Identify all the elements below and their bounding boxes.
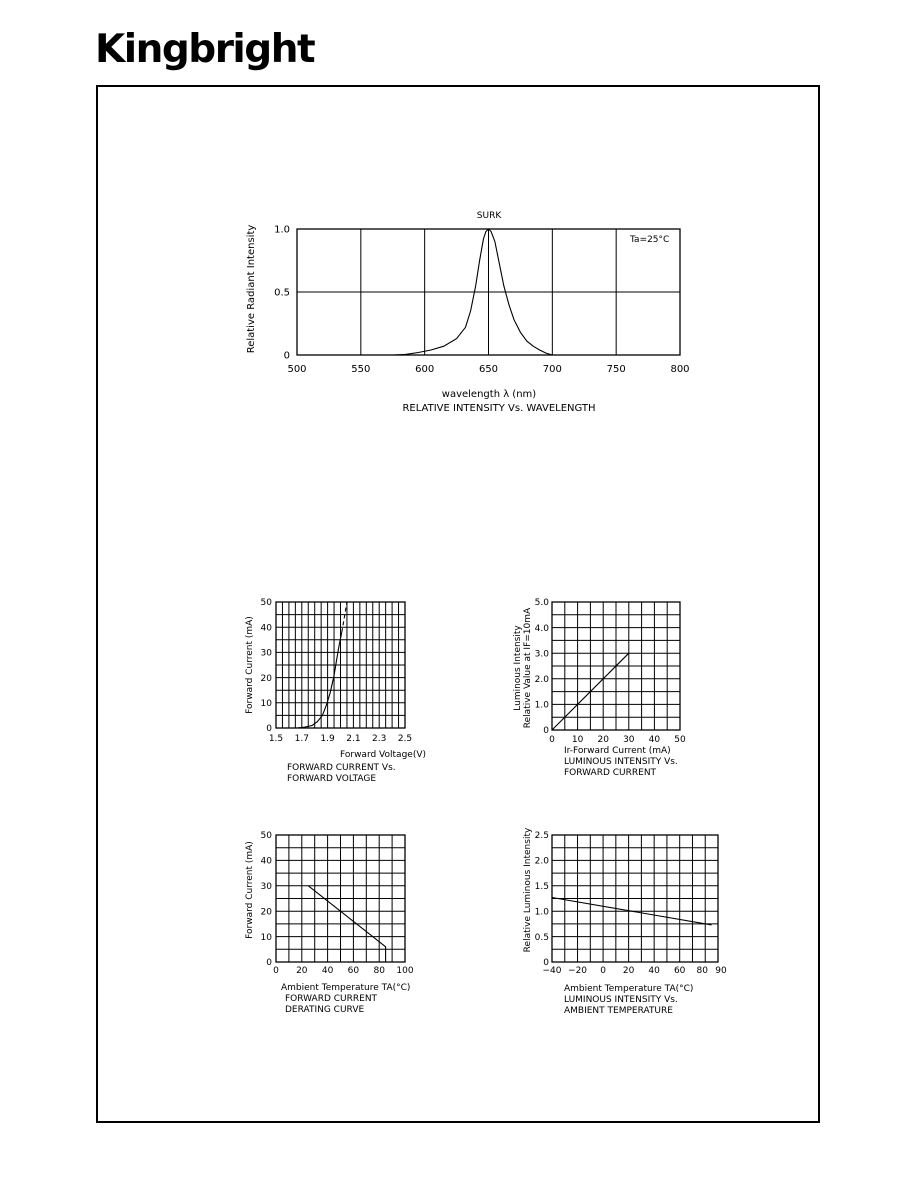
x-tick-label: 1.7 <box>294 734 309 744</box>
x-tick-label: 40 <box>321 966 334 976</box>
x-tick-label: 0 <box>549 735 555 745</box>
kingbright-logo: Kingbright <box>95 27 315 72</box>
y-tick-label: 20 <box>260 907 272 918</box>
x-tick-label: 30 <box>623 735 635 745</box>
y-tick-label: 2.5 <box>534 831 549 842</box>
x-tick-label: 550 <box>351 364 371 375</box>
chart-caption: LUMINOUS INTENSITY Vs. <box>564 995 678 1005</box>
x-tick-label: 100 <box>396 966 414 976</box>
x-axis-label: Ambient Temperature TA(°C) <box>564 984 694 994</box>
x-tick-label: 60 <box>673 966 686 976</box>
x-tick-label: 80 <box>696 966 708 976</box>
y-tick-label: 1.5 <box>534 881 549 892</box>
condition-annotation: Ta=25°C <box>630 235 670 245</box>
x-tick-label: 500 <box>287 364 307 375</box>
y-tick-label: 0.5 <box>274 287 290 299</box>
y-tick-label: 4.0 <box>534 623 549 634</box>
x-tick-label: 20 <box>296 966 308 976</box>
chart-caption: FORWARD VOLTAGE <box>287 774 377 784</box>
y-axis-label: Forward Current (mA) <box>245 841 255 939</box>
x-tick-label: 60 <box>347 966 360 976</box>
x-axis-label: Ambient Temperature TA(°C) <box>281 983 411 993</box>
chart-caption: FORWARD CURRENT Vs. <box>287 763 396 773</box>
y-tick-label: 10 <box>260 932 272 943</box>
spectrum-chart <box>246 211 690 414</box>
x-tick-label: 0 <box>273 966 279 976</box>
y-tick-label: 20 <box>260 673 272 684</box>
y-tick-label: 50 <box>260 831 272 842</box>
y-tick-label: 2.0 <box>534 674 549 685</box>
x-axis-label: wavelength λ (nm) <box>441 389 537 400</box>
x-tick-label: 1.9 <box>320 734 335 744</box>
x-tick-label: 20 <box>597 735 609 745</box>
x-tick-label: 650 <box>478 364 499 375</box>
x-tick-label: 2.5 <box>397 734 413 744</box>
y-tick-label: 40 <box>260 856 272 867</box>
y-axis-label: Relative Value at IF=10mA <box>523 607 533 729</box>
forward-current-vs-voltage-chart <box>245 598 426 784</box>
chart-caption: DERATING CURVE <box>285 1005 365 1015</box>
x-tick-label: 50 <box>674 735 686 745</box>
y-tick-label: 0.5 <box>534 932 549 943</box>
x-axis-label: Ir-Forward Current (mA) <box>564 746 671 756</box>
x-tick-label: 800 <box>670 364 690 375</box>
y-axis-label: Luminous Intensity <box>513 625 523 711</box>
x-tick-label: 2.3 <box>372 734 387 744</box>
chart-caption: RELATIVE INTENSITY Vs. WAVELENGTH <box>402 403 596 414</box>
chart-caption: AMBIENT TEMPERATURE <box>564 1006 673 1016</box>
current-derating-chart <box>245 831 414 1015</box>
luminous-intensity-vs-current-chart <box>513 598 686 778</box>
y-tick-label: 1.0 <box>534 907 549 918</box>
y-tick-label: 1.0 <box>274 224 290 236</box>
y-tick-label: 3.0 <box>534 649 549 660</box>
y-tick-label: 0 <box>266 958 272 969</box>
x-tick-label: 0 <box>600 966 606 976</box>
x-tick-label: 80 <box>373 966 385 976</box>
y-tick-label: 10 <box>260 698 272 709</box>
chart-title: SURK <box>476 211 502 221</box>
x-tick-label: 40 <box>648 735 661 745</box>
y-tick-label: 0 <box>266 724 272 735</box>
y-axis-label: Forward Current (mA) <box>245 616 255 714</box>
x-tick-label: 20 <box>622 966 635 976</box>
y-tick-label: 50 <box>260 598 272 609</box>
y-tick-label: 1.0 <box>534 700 549 711</box>
x-tick-label: −40 <box>542 966 562 976</box>
chart-caption: FORWARD CURRENT <box>285 994 378 1004</box>
luminous-intensity-vs-temperature-chart <box>523 827 727 1016</box>
y-tick-label: 0 <box>283 350 290 362</box>
x-tick-label: 40 <box>648 966 660 976</box>
x-tick-label: 750 <box>606 364 626 375</box>
y-tick-label: 30 <box>260 881 272 892</box>
x-axis-label: Forward Voltage(V) <box>340 750 426 760</box>
chart-caption: LUMINOUS INTENSITY Vs. <box>564 757 678 767</box>
x-tick-label: 10 <box>571 735 584 745</box>
x-tick-label: 700 <box>542 364 562 375</box>
y-tick-label: 2.0 <box>534 856 549 867</box>
series-line <box>297 632 342 728</box>
y-tick-label: 5.0 <box>534 598 549 609</box>
y-tick-label: 0 <box>543 958 549 969</box>
y-tick-label: 40 <box>260 623 272 634</box>
y-tick-label: 0 <box>543 726 549 737</box>
x-tick-label: 2.1 <box>346 734 361 744</box>
y-axis-label: Relative Luminous Intensity <box>523 827 533 953</box>
x-tick-label: 90 <box>715 966 727 976</box>
y-axis-label: Relative Radiant Intensity <box>246 224 257 354</box>
chart-caption: FORWARD CURRENT <box>564 768 657 778</box>
y-tick-label: 30 <box>260 648 272 659</box>
x-tick-label: −20 <box>568 966 588 976</box>
x-tick-label: 1.5 <box>268 734 284 744</box>
x-tick-label: 600 <box>415 364 435 375</box>
